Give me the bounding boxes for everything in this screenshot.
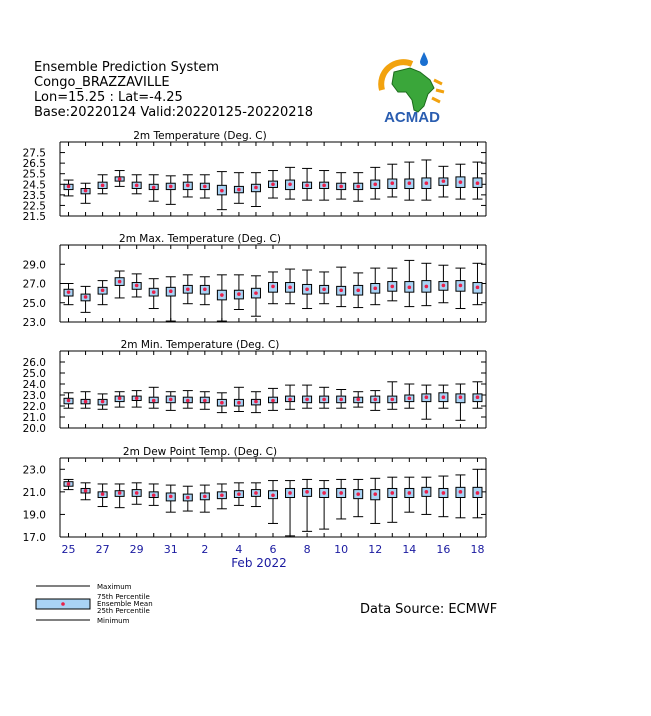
mean-point	[425, 490, 429, 494]
mean-point	[254, 491, 258, 495]
x-tick-label: 10	[334, 543, 349, 556]
y-tick-label: 26.0	[22, 357, 46, 369]
mean-point	[67, 185, 71, 189]
mean-point	[118, 177, 122, 181]
mean-point	[339, 288, 343, 292]
legend-p25: 25th Percentile	[97, 607, 150, 615]
x-tick-label: 8	[303, 543, 311, 556]
mean-point	[118, 491, 122, 495]
mean-point	[169, 495, 173, 499]
mean-point	[305, 398, 309, 402]
mean-point	[186, 496, 190, 500]
x-tick-label: 2	[201, 543, 209, 556]
legend-mean-dot	[61, 602, 65, 606]
legend-mean: Ensemble Mean	[97, 600, 153, 608]
x-tick-label: 6	[269, 543, 277, 556]
mean-point	[220, 493, 224, 497]
mean-point	[67, 482, 71, 486]
mean-point	[373, 492, 377, 496]
y-tick-label: 25.0	[22, 297, 46, 310]
x-tick-label: 25	[61, 543, 76, 556]
mean-point	[459, 490, 463, 494]
panel-title: 2m Dew Point Temp. (Deg. C)	[122, 446, 278, 458]
y-tick-label: 24.5	[22, 179, 46, 192]
mean-point	[476, 286, 480, 290]
x-tick-label: 12	[368, 543, 383, 556]
mean-point	[459, 395, 463, 399]
header-coordinates: Lon=15.25 : Lat=-4.25	[34, 90, 183, 105]
mean-point	[322, 287, 326, 291]
mean-point	[288, 398, 292, 402]
y-tick-label: 23.0	[22, 390, 46, 402]
mean-point	[305, 184, 309, 188]
mean-point	[390, 285, 394, 289]
mean-point	[408, 181, 412, 185]
mean-point	[271, 285, 275, 289]
header-location: Congo_BRAZZAVILLE	[34, 75, 170, 90]
mean-point	[152, 186, 156, 190]
mean-point	[84, 489, 88, 493]
y-tick-label: 29.0	[22, 259, 46, 272]
y-tick-label: 23.5	[22, 189, 46, 202]
mean-point	[186, 287, 190, 291]
mean-point	[373, 287, 377, 291]
x-tick-label: 18	[470, 543, 485, 556]
panel-title: 2m Min. Temperature (Deg. C)	[120, 339, 280, 351]
mean-point	[186, 399, 190, 403]
mean-point	[237, 292, 241, 296]
mean-point	[254, 291, 258, 295]
mean-point	[237, 401, 241, 405]
mean-point	[459, 180, 463, 184]
data-source: Data Source: ECMWF	[360, 602, 498, 617]
mean-point	[152, 399, 156, 403]
mean-point	[152, 493, 156, 497]
mean-point	[254, 400, 258, 404]
x-tick-label: 16	[436, 543, 451, 556]
mean-point	[442, 179, 446, 183]
mean-point	[339, 185, 343, 189]
mean-point	[356, 288, 360, 292]
y-tick-label: 17.0	[22, 532, 46, 544]
mean-point	[305, 287, 309, 291]
mean-point	[373, 182, 377, 186]
x-tick-label: 27	[95, 543, 110, 556]
mean-point	[169, 398, 173, 402]
mean-point	[305, 490, 309, 494]
mean-point	[356, 185, 360, 189]
mean-point	[476, 395, 480, 399]
mean-point	[271, 493, 275, 497]
mean-point	[288, 182, 292, 186]
mean-point	[442, 284, 446, 288]
mean-point	[425, 181, 429, 185]
mean-point	[442, 491, 446, 495]
mean-point	[442, 395, 446, 399]
y-tick-label: 22.0	[22, 401, 46, 413]
mean-point	[408, 397, 412, 401]
logo-text: ACMAD	[384, 109, 440, 126]
x-tick-label: 4	[235, 543, 243, 556]
mean-point	[118, 280, 122, 284]
y-tick-label: 25.0	[22, 368, 46, 380]
y-tick-label: 25.5	[22, 168, 46, 181]
mean-point	[339, 491, 343, 495]
mean-point	[203, 399, 207, 403]
chart-panels	[23, 130, 486, 570]
y-tick-label: 21.0	[22, 412, 46, 424]
mean-point	[169, 289, 173, 293]
mean-point	[373, 398, 377, 402]
mean-point	[459, 284, 463, 288]
mean-point	[237, 492, 241, 496]
mean-point	[476, 181, 480, 185]
header-base-valid: Base:20220124 Valid:20220125-20220218	[34, 105, 314, 120]
mean-point	[254, 186, 258, 190]
mean-point	[135, 491, 139, 495]
y-tick-label: 27.5	[22, 147, 46, 160]
mean-point	[390, 491, 394, 495]
y-tick-label: 26.5	[22, 158, 46, 171]
mean-point	[288, 286, 292, 290]
mean-point	[135, 284, 139, 288]
y-tick-label: 19.0	[22, 509, 46, 522]
y-tick-label: 20.0	[22, 423, 46, 435]
mean-point	[101, 400, 105, 404]
mean-point	[408, 286, 412, 290]
mean-point	[339, 398, 343, 402]
x-axis-label: Feb 2022	[231, 556, 287, 570]
y-tick-label: 21.5	[22, 211, 46, 223]
panel-title: 2m Temperature (Deg. C)	[133, 130, 267, 142]
mean-point	[288, 491, 292, 495]
mean-point	[101, 184, 105, 188]
mean-point	[67, 399, 71, 403]
mean-point	[322, 184, 326, 188]
mean-point	[356, 492, 360, 496]
mean-point	[220, 189, 224, 193]
mean-point	[135, 184, 139, 188]
mean-point	[101, 288, 105, 292]
y-tick-label: 27.0	[22, 278, 46, 291]
panel-title: 2m Max. Temperature (Deg. C)	[119, 233, 281, 245]
mean-point	[408, 491, 412, 495]
mean-point	[271, 182, 275, 186]
chart-legend	[36, 583, 153, 625]
mean-point	[84, 295, 88, 299]
mean-point	[67, 290, 71, 294]
mean-point	[322, 398, 326, 402]
mean-point	[152, 290, 156, 294]
header-title: Ensemble Prediction System	[34, 60, 220, 75]
mean-point	[356, 398, 360, 402]
mean-point	[84, 189, 88, 193]
mean-point	[135, 397, 139, 401]
mean-point	[84, 400, 88, 404]
mean-point	[390, 181, 394, 185]
legend-minimum: Minimum	[97, 617, 130, 625]
mean-point	[237, 188, 241, 192]
y-tick-label: 24.0	[22, 379, 46, 391]
y-tick-label: 21.0	[22, 486, 46, 499]
mean-point	[186, 184, 190, 188]
mean-point	[425, 285, 429, 289]
legend-p75: 75th Percentile	[97, 593, 150, 601]
mean-point	[220, 401, 224, 405]
mean-point	[390, 398, 394, 402]
mean-point	[220, 293, 224, 297]
mean-point	[425, 395, 429, 399]
mean-point	[322, 491, 326, 495]
mean-point	[271, 399, 275, 403]
mean-point	[169, 185, 173, 189]
mean-point	[101, 492, 105, 496]
y-tick-label: 23.0	[22, 317, 46, 329]
x-tick-label: 31	[163, 543, 178, 556]
y-tick-label: 23.0	[22, 464, 46, 477]
y-tick-label: 22.5	[22, 200, 46, 213]
mean-point	[203, 495, 207, 499]
mean-point	[118, 397, 122, 401]
legend-maximum: Maximum	[97, 583, 132, 591]
x-tick-label: 29	[129, 543, 144, 556]
mean-point	[203, 185, 207, 189]
x-tick-label: 14	[402, 543, 417, 556]
mean-point	[203, 287, 207, 291]
mean-point	[476, 491, 480, 495]
